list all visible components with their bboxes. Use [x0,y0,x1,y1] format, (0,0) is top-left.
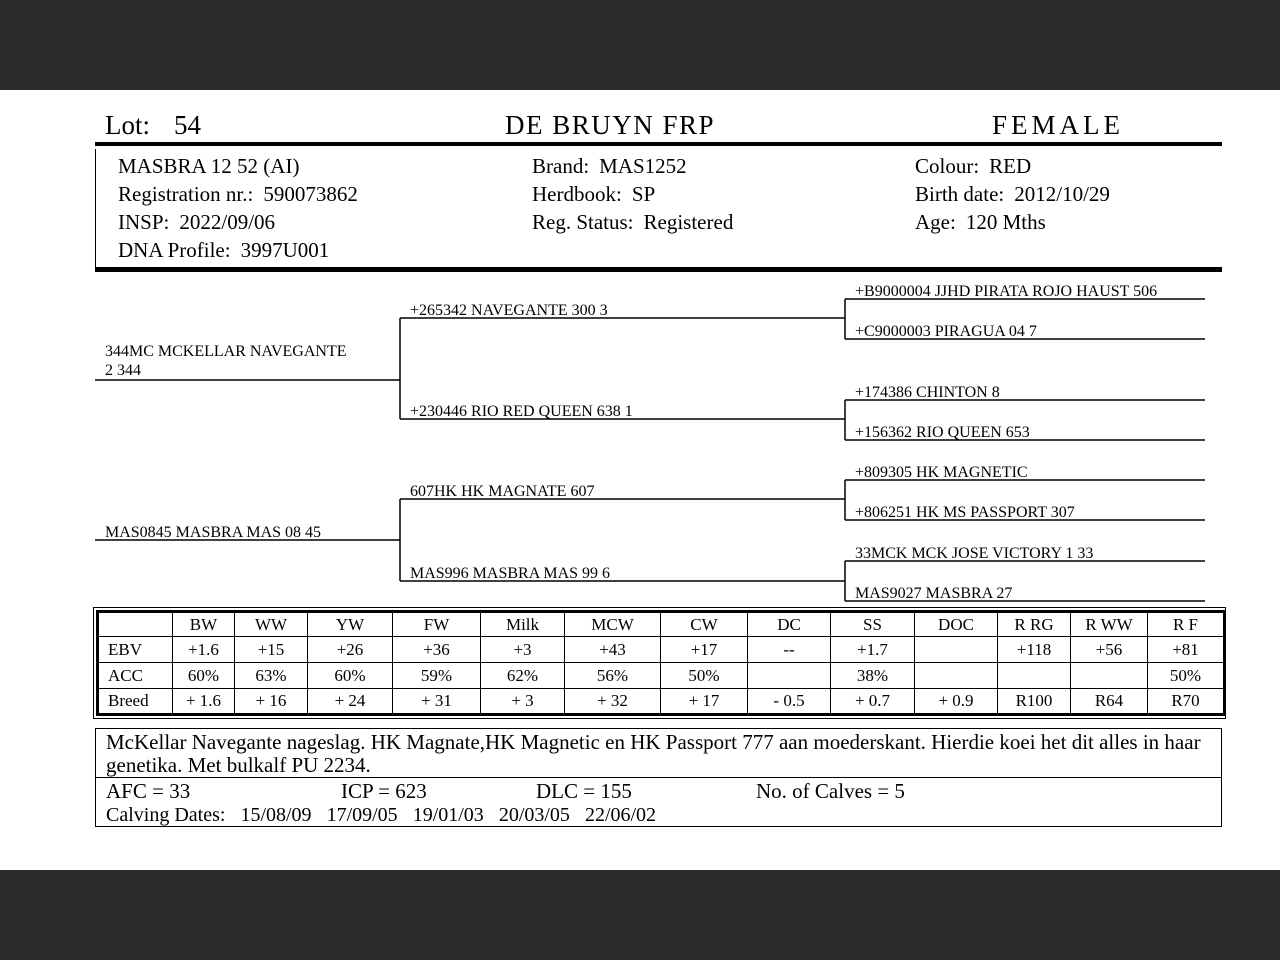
ebv-cell: R100 [998,689,1071,715]
calving-date: 15/08/09 [240,804,312,826]
pedigree-sire-line2: 2 344 [105,362,141,379]
reproduction-stats [96,778,1221,804]
calving-date: 20/03/05 [498,804,570,826]
pedigree-dam: MAS0845 MASBRA MAS 08 45 [105,524,322,541]
ebv-col-header: Milk [481,612,565,637]
dlc-stat: DLC = 155 [536,779,632,803]
pedigree-dam-sire-dam: +806251 HK MS PASSPORT 307 [855,504,1075,521]
ebv-cell: + 17 [661,689,748,715]
ebv-cell: +26 [308,637,393,663]
ebv-cell: + 31 [393,689,481,715]
ebv-cell: +1.7 [831,637,915,663]
icp-stat: ICP = 623 [341,779,427,803]
ebv-col-header: FW [393,612,481,637]
birth-date-label: Birth date: [915,182,1005,206]
ebv-cell: 38% [831,663,915,689]
pedigree-dam-dam-dam: MAS9027 MASBRA 27 [855,585,1013,602]
dna-value: 3997U001 [240,238,330,262]
ebv-cell: + 3 [481,689,565,715]
ebv-cell: + 1.6 [173,689,235,715]
ebv-col-header: MCW [565,612,661,637]
sex-label: FEMALE [992,110,1124,140]
pedigree-sire-dam-dam: +156362 RIO QUEEN 653 [855,424,1030,441]
ebv-header-row [98,612,1225,637]
colour-label: Colour: [915,154,980,178]
ebv-cell: +56 [1071,637,1148,663]
brand-value: MAS1252 [599,154,687,178]
ebv-col-header: SS [831,612,915,637]
pedigree-dam-sire: 607HK HK MAGNATE 607 [410,483,595,500]
ebv-cell: +3 [481,637,565,663]
ebv-cell [915,637,998,663]
calving-dates-label: Calving Dates: [106,804,226,826]
ebv-cell [915,663,998,689]
ebv-col-header: WW [235,612,308,637]
ebv-row [98,637,1225,663]
ebv-cell: +17 [661,637,748,663]
ebv-cell: +1.6 [173,637,235,663]
lot-label: Lot: [105,110,150,140]
insp-value: 2022/09/06 [179,210,276,234]
ebv-cell: 60% [308,663,393,689]
ebv-cell: +81 [1148,637,1225,663]
lot-value: 54 [174,110,201,140]
catalog-page [0,90,1280,870]
reg-status-label: Reg. Status: [532,210,634,234]
ebv-cell: 62% [481,663,565,689]
calving-date: 17/09/05 [326,804,398,826]
age-value: 120 Mths [965,210,1046,234]
viewer-bottom-bar [0,870,1280,960]
pedigree-dam-dam-sire: 33MCK MCK JOSE VICTORY 1 33 [855,545,1094,562]
calves-count-stat: No. of Calves = 5 [756,779,905,803]
ebv-cell [748,663,831,689]
ebv-row-label: Breed [98,689,173,715]
herdbook-label: Herdbook: [532,182,622,206]
ebv-cell: 50% [661,663,748,689]
calving-date: 19/01/03 [412,804,484,826]
page-title: DE BRUYN FRP [505,110,716,140]
ebv-cell: + 0.9 [915,689,998,715]
pedigree-dam-dam: MAS996 MASBRA MAS 99 6 [410,565,611,582]
pedigree-dam-sire-sire: +809305 HK MAGNETIC [855,464,1028,481]
brand-label: Brand: [532,154,590,178]
registration-label: Registration nr.: [118,182,254,206]
ebv-cell: 56% [565,663,661,689]
ebv-cell: 63% [235,663,308,689]
pedigree-sire [105,342,346,380]
ebv-cell: -- [748,637,831,663]
ebv-col-header: R WW [1071,612,1148,637]
ebv-cell: + 16 [235,689,308,715]
pedigree-sire-line1: 344MC MCKELLAR NAVEGANTE [105,343,347,360]
pedigree-sire-dam-sire: +174386 CHINTON 8 [855,384,1000,401]
pedigree-sire-sire-dam: +C9000003 PIRAGUA 04 7 [855,323,1037,340]
ebv-row-label: ACC [98,663,173,689]
afc-stat: AFC = 33 [106,779,191,803]
pedigree-sire-dam: +230446 RIO RED QUEEN 638 1 [410,403,633,420]
pedigree-sire-sire-sire: +B9000004 JJHD PIRATA ROJO HAUST 506 [855,283,1158,300]
ebv-cell: 59% [393,663,481,689]
notes-text: McKellar Navegante nageslag. HK Magnate,HK Magnetic en HK Passport 777 aan moederskant. Hierdie koei het dit alles in haar genetika. Met bulkalf PU 2234. [96,729,1221,778]
ebv-row-label: EBV [98,637,173,663]
ebv-cell: R70 [1148,689,1225,715]
calving-date: 22/06/02 [584,804,657,826]
ebv-col-header: R F [1148,612,1225,637]
ebv-cell: +118 [998,637,1071,663]
herdbook-value: SP [631,182,656,206]
ebv-cell [998,663,1071,689]
calving-dates-row [96,804,1221,827]
ebv-col-header: CW [661,612,748,637]
age-label: Age: [915,210,956,234]
acc-row [98,663,1225,689]
ebv-cell: +15 [235,637,308,663]
ebv-cell: + 0.7 [831,689,915,715]
viewer-top-bar [0,0,1280,90]
ebv-col-header: BW [173,612,235,637]
ebv-col-header: DC [748,612,831,637]
reg-status-value: Registered [643,210,734,234]
notes-box [95,728,1222,827]
ebv-cell: R64 [1071,689,1148,715]
ebv-cell: - 0.5 [748,689,831,715]
ebv-cell: 60% [173,663,235,689]
ebv-table [96,610,1226,716]
ebv-col-header: DOC [915,612,998,637]
animal-name: MASBRA 12 52 (AI) [118,154,300,178]
ebv-cell [1071,663,1148,689]
insp-label: INSP: [118,210,170,234]
ebv-cell: + 24 [308,689,393,715]
dna-label: DNA Profile: [118,238,231,262]
birth-date-value: 2012/10/29 [1014,182,1110,206]
ebv-cell: +43 [565,637,661,663]
ebv-cell: +36 [393,637,481,663]
ebv-cell: + 32 [565,689,661,715]
registration-value: 590073862 [263,182,358,206]
colour-value: RED [989,154,1032,178]
breed-row [98,689,1225,715]
ebv-col-header: YW [308,612,393,637]
ebv-col-header: R RG [998,612,1071,637]
ebv-table-frame [93,607,1226,719]
ebv-col-header [98,612,173,637]
ebv-cell: 50% [1148,663,1225,689]
pedigree-sire-sire: +265342 NAVEGANTE 300 3 [410,302,608,319]
